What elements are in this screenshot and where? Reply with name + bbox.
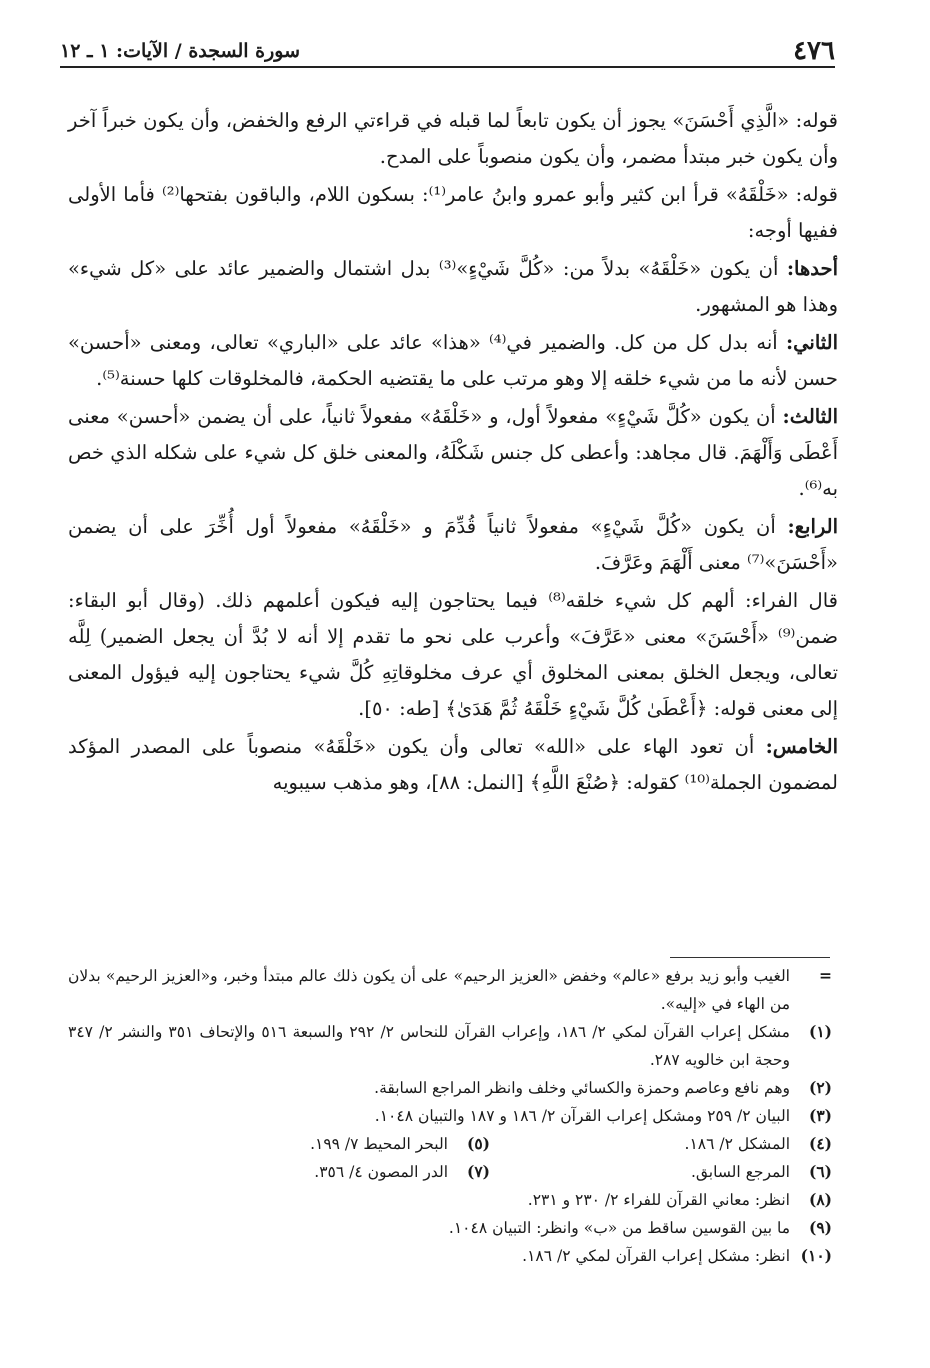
aspect-label-2: الثاني: [785,331,839,354]
footnote-number: (١٠) [800,1246,832,1265]
aspect-label-3: الثالث: [782,405,838,428]
paragraph-second-aspect [68,325,838,397]
footnote-text: ما بين القوسين ساقط من «ب» وانظر: التبيان ١٠٤٨. [448,1219,790,1237]
aspect-text-4: أن يكون «كُلَّ شَيْءٍ» مفعولاً ثانياً قُدِّمَ و «خَلْقَهُ» مفعولاً أول أُخِّرَ على أن يضمن «أَحْسَنَ»⁽⁷⁾ معنى أَلْهَمَ وعَرَّفَ. [68,515,838,574]
footnote-text: مشكل إعراب القرآن لمكي ٢/ ١٨٦، وإعراب القرآن للنحاس ٢/ ٢٩٢ والسبعة ٥١٦ والإتحاف ٣٥١ والنشر ٢/ ٣٤٧ وحجة ابن خالويه ٢٨٧. [68,1023,790,1069]
footnote [68,1102,832,1130]
footnote [68,1018,832,1074]
header-rule [60,66,835,68]
footnote-text: انظر: مشكل إعراب القرآن لمكي ٢/ ١٨٦. [522,1247,790,1265]
footnote-text: الدر المصون ٤/ ٣٥٦. [314,1163,448,1181]
footnote-pair [68,1130,832,1158]
aspect-text-1: أن يكون «خَلْقَهُ» بدلاً من: «كُلَّ شَيْءٍ»⁽³⁾ بدل اشتمال والضمير عائد على «كل شيء» وهذا هو المشهور. [68,257,838,316]
footnote-number: (٢) [808,1078,832,1097]
main-text [68,103,838,803]
footnote-number: (٦) [808,1162,832,1181]
footnote-separator [670,957,830,958]
footnote [68,1242,832,1270]
footnote-number: (١) [808,1022,832,1041]
footnote [68,1074,832,1102]
paragraph-2: قوله: «خَلْقَهُ» قرأ ابن كثير وأبو عمرو وابنُ عامر⁽¹⁾: بسكون اللام، والباقون بفتحها⁽²⁾ فأما الأولى ففيها أوجه: [68,183,838,242]
footnote-number: (٣) [808,1106,832,1125]
paragraph-first-aspect [68,251,838,323]
aspect-label-5: الخامس: [765,735,838,758]
footnote-number: = [819,966,832,985]
aspect-label-4: الرابع: [787,515,838,538]
paragraph-fifth-aspect [68,729,838,801]
running-title: سورة السجدة / الآيات: ١ ـ ١٢ [60,40,301,62]
page-header [60,36,835,68]
footnote-text: وهم نافع وعاصم وحمزة والكسائي وخلف وانظر المراجع السابقة. [374,1079,790,1097]
footnote [68,962,832,1018]
footnote-text: المشكل ٢/ ١٨٦. [684,1135,790,1153]
footnote-text: البحر المحيط ٧/ ١٩٩. [310,1135,448,1153]
footnote-text: انظر: معاني القرآن للفراء ٢/ ٢٣٠ و ٢٣١. [527,1191,790,1209]
footnote-number: (٩) [808,1218,832,1237]
aspect-text-5: أن تعود الهاء على «الله» تعالى وأن يكون «خَلْقَهُ» منصوباً على المصدر المؤكد لمضمون الجملة⁽¹⁰⁾ كقوله: ﴿صُنْعَ اللَّهِ﴾ [النمل: ٨٨]، وهو مذهب سيبويه [68,735,838,794]
page-number: ٤٧٦ [793,36,835,66]
footnote [68,1214,832,1242]
footnote-number: (٨) [808,1190,832,1209]
aspect-text-2: أنه بدل كل من كل. والضمير في⁽⁴⁾ «هذا» عائد على «الباري» تعالى، ومعنى «أحسن» حسن لأنه ما من شيء خلقه إلا وهو مرتب على ما يقتضيه الحكمة، فالمخلوقات كلها حسنة⁽⁵⁾. [68,331,838,390]
aspect-text-3: أن يكون «كُلَّ شَيْءٍ» مفعولاً أول، و «خَلْقَهُ» مفعولاً ثانياً، على أن يضمن «أحسن» معنى أَعْطَى وَأَلْهَمَ. قال مجاهد: وأعطى كل جنس شَكْلَهُ، والمعنى خلق كل شيء على شكله الذي خص به⁽⁶⁾. [68,405,838,500]
footnote-text: الغيب وأبو زيد برفع «عالم» وخفض «العزيز الرحيم» على أن يكون ذلك عالم مبتدأ وخبر، و«العزيز الرحيم» بدلان من الهاء في «إليه». [68,967,790,1013]
footnote-number: (٥) [466,1134,490,1153]
footnote-text: المرجع السابق. [690,1163,790,1181]
aspect-label-1: أحدها: [786,257,838,280]
footnote [68,1186,832,1214]
footnote-text: البيان ٢/ ٢٥٩ ومشكل إعراب القرآن ٢/ ١٨٦ و ١٨٧ والتبيان ١٠٤٨. [374,1107,790,1125]
paragraph-1: قوله: «الَّذِي أَحْسَنَ» يجوز أن يكون تابعاً لما قبله في قراءتي الرفع والخفض، وأن يكون خبراً آخر وأن يكون خبر مبتدأ مضمر، وأن يكون منصوباً على المدح. [68,109,838,168]
footnote-number: (٤) [808,1134,832,1153]
footnote-number: (٧) [466,1162,490,1181]
footnote-pair [68,1158,832,1186]
paragraph-third-aspect [68,399,838,507]
paragraph-farra: قال الفراء: ألهم كل شيء خلقه⁽⁸⁾ فيما يحتاجون إليه فيكون أعلمهم ذلك. (وقال أبو البقاء: ضمن⁽⁹⁾ «أَحْسَنَ» معنى «عَرَّفَ» وأعرب على نحو ما تقدم إلا أنه لا بُدَّ أن يجعل الضمير) لِلَّه تعالى، ويجعل الخلق بمعنى المخلوق أي عرف مخلوقاتِهِ كُلَّ شيء يحتاجون إليه فيؤول المعنى إلى معنى قوله: ﴿أَعْطَىٰ كُلَّ شَيْءٍ خَلْقَهُ ثُمَّ هَدَىٰ﴾ [طه: ٥٠]. [68,589,838,720]
paragraph-fourth-aspect [68,509,838,581]
footnotes [68,962,832,1270]
